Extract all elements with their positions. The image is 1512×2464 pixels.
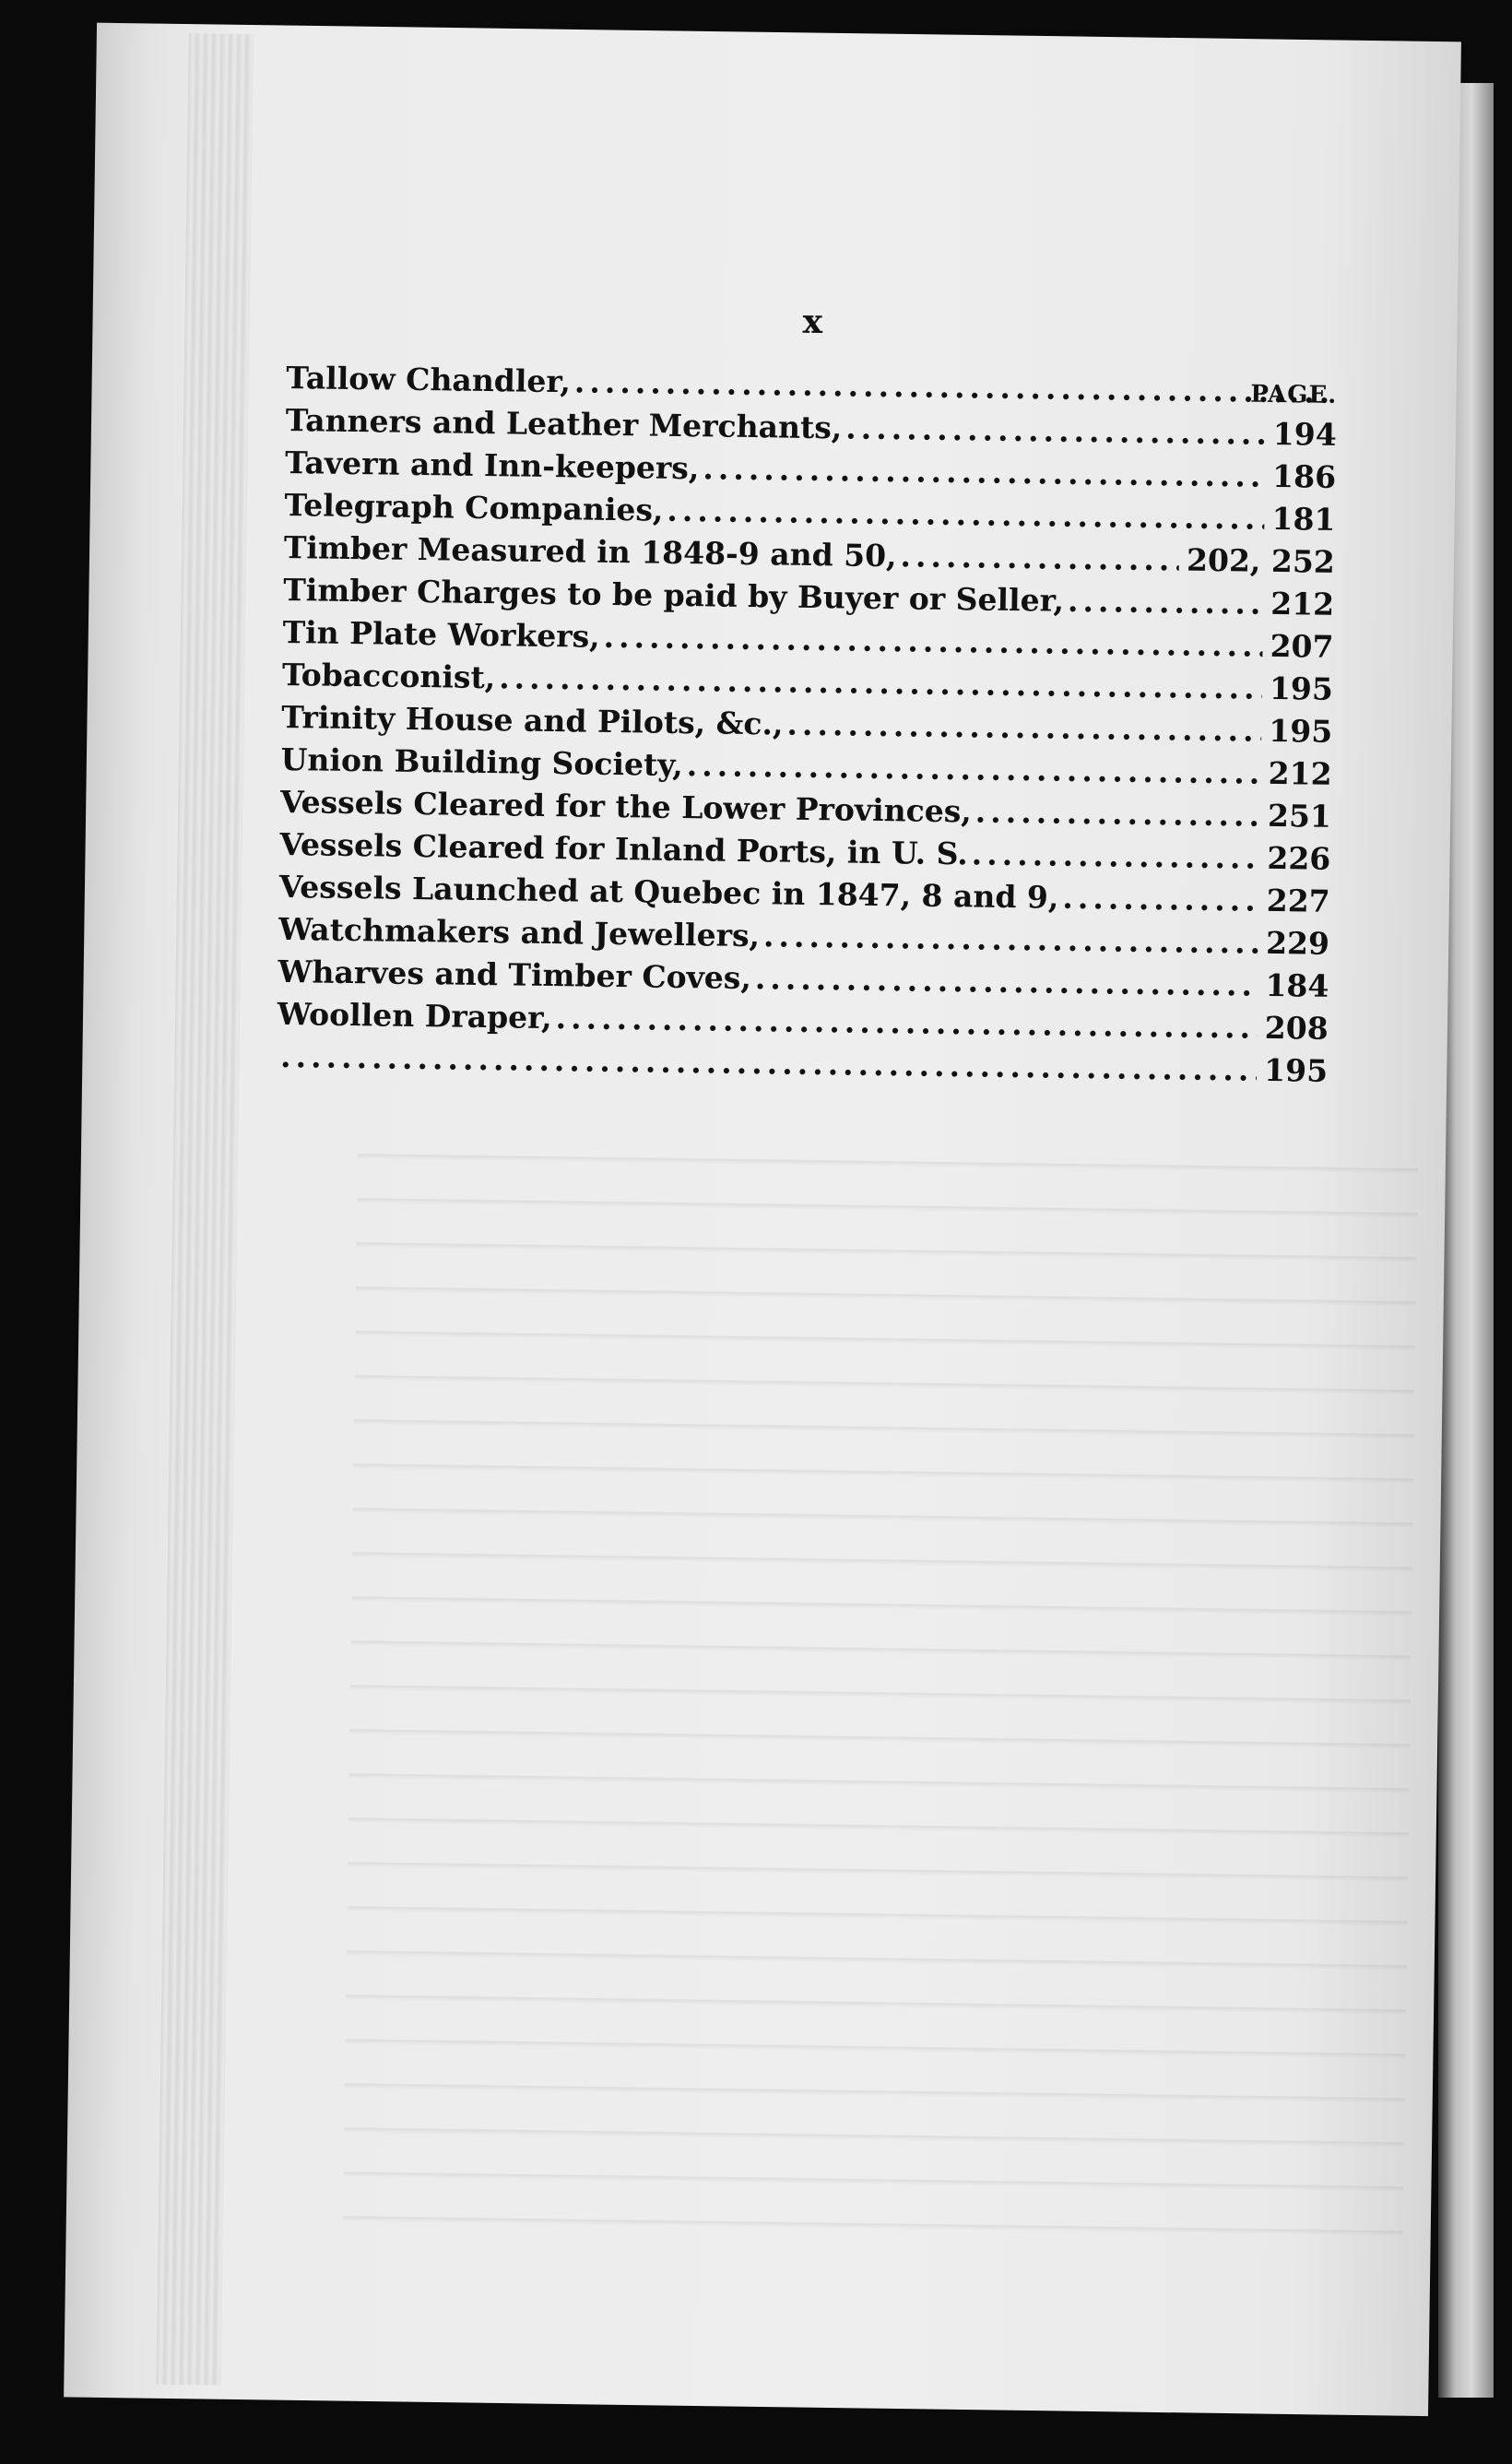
entry-page: 207 <box>1270 627 1334 665</box>
dot-leader <box>703 450 1265 494</box>
entry-label: Telegraph Companies, <box>284 486 664 528</box>
entry-page: 181 <box>1271 500 1336 538</box>
dot-leader <box>687 747 1261 791</box>
dot-leader <box>972 835 1260 875</box>
dot-leader <box>845 409 1266 451</box>
entry-page: 202, 252 <box>1186 541 1336 580</box>
entry-label: Timber Charges to be paid by Buyer or Seller, <box>282 571 1065 619</box>
dot-leader <box>755 960 1258 1003</box>
entry-label: Tobacconist, <box>281 656 496 696</box>
entry-page: 208 <box>1264 1009 1329 1047</box>
entry-page: 226 <box>1267 839 1331 877</box>
entry-page: 184 <box>1265 966 1329 1004</box>
entry-page: 195 <box>1269 669 1334 707</box>
entry-label: Trinity House and Pilots, &c., <box>281 698 784 742</box>
page-column-header: PAGE. <box>1250 380 1338 409</box>
entry-page: 251 <box>1267 797 1332 835</box>
entry-label: Vessels Cleared for the Lower Provinces, <box>279 783 973 830</box>
dot-leader <box>667 492 1265 537</box>
bleed-through <box>343 1115 1419 2236</box>
index-content <box>277 277 1339 1096</box>
entry-page: 212 <box>1270 585 1335 622</box>
entry-page: 194 <box>1272 415 1337 453</box>
entry-label: Tallow Chandler, <box>286 359 572 400</box>
page-gutter <box>156 33 254 2386</box>
dot-leader <box>975 793 1261 833</box>
dot-leader <box>763 918 1259 960</box>
dot-leader <box>900 538 1179 577</box>
dot-leader <box>1062 880 1259 918</box>
entry-page: 195 <box>1269 712 1333 750</box>
entry-page: 229 <box>1265 924 1330 962</box>
entry-label: Tavern and Inn-keepers, <box>284 444 700 487</box>
entry-label: Watchmakers and Jewellers, <box>278 910 761 954</box>
entry-label: Tanners and Leather Merchants, <box>285 401 843 446</box>
entry-page: 195 <box>1263 1051 1329 1089</box>
dot-leader <box>786 706 1261 749</box>
entry-label: Timber Measured in 1848-9 and 50, <box>283 528 897 575</box>
dot-leader <box>574 363 1330 409</box>
entry-page: 186 <box>1271 457 1337 495</box>
entry-label: Vessels Launched at Quebec in 1847, 8 and 9, <box>278 868 1059 916</box>
entry-label: Wharves and Timber Coves, <box>278 953 752 997</box>
page-number: x <box>802 302 823 342</box>
dot-leader <box>1068 583 1264 622</box>
entry-label: Vessels Cleared for Inland Ports, in U. S. <box>279 825 969 872</box>
entry-page: 227 <box>1266 882 1330 919</box>
entry-page: 212 <box>1268 754 1332 792</box>
entry-label: Union Building Society, <box>280 740 684 784</box>
entry-label: Woollen Draper, <box>277 995 552 1037</box>
entry-label: Tin Plate Workers, <box>282 613 600 655</box>
index-entries <box>277 360 1338 1096</box>
